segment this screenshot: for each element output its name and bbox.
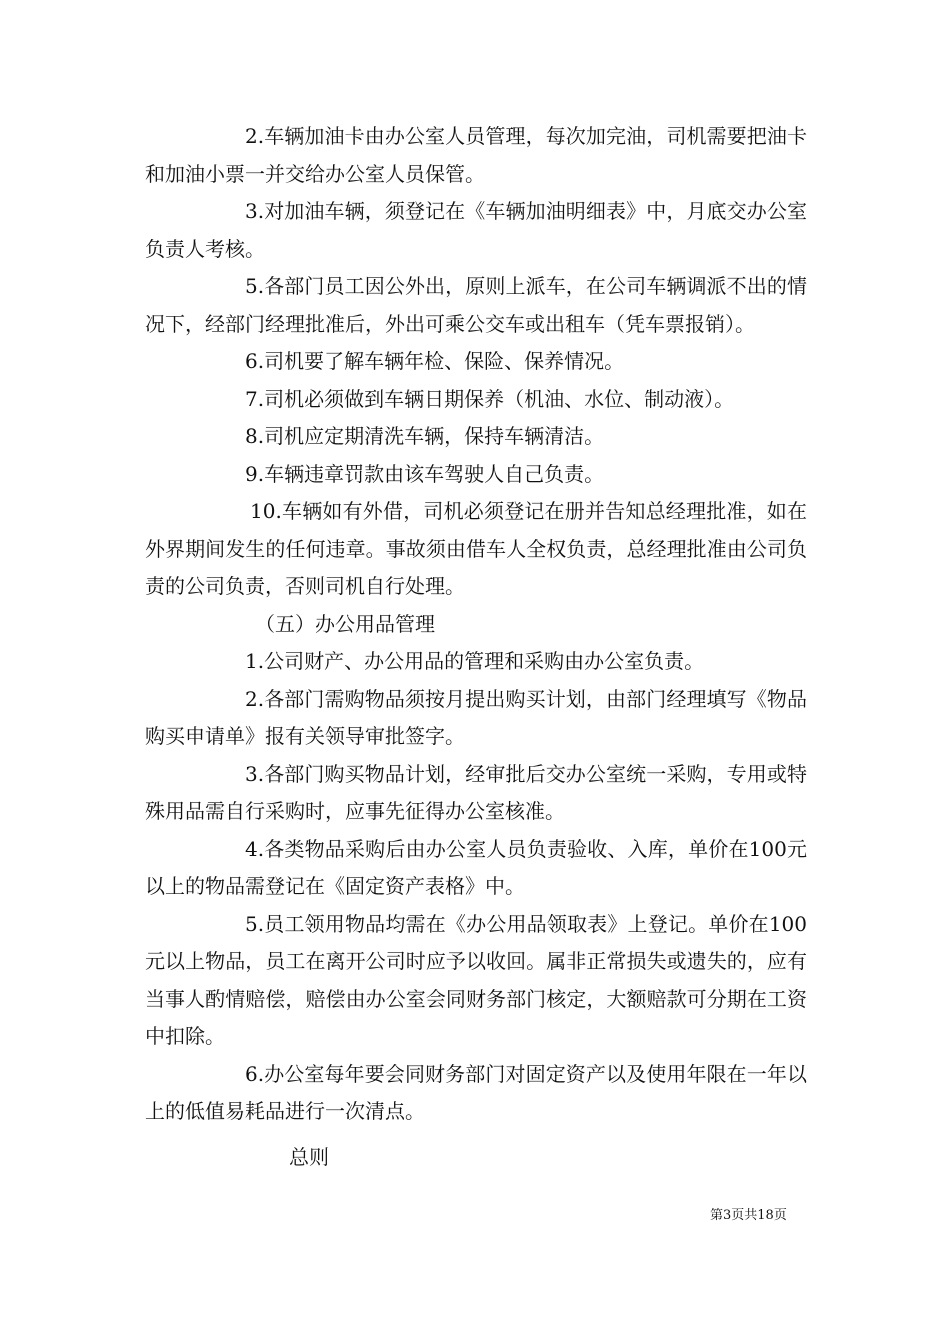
paragraph-cleaning: 8.司机应定期清洗车辆，保持车辆清洁。 (245, 424, 605, 448)
paragraph-unified-purchase: 3.各部门购买物品计划，经审批后交办公室统一采购，专用或特殊用品需自行采购时，应事先征得办公室核准。 (145, 761, 807, 823)
paragraph-annual-inspection: 6.司机要了解车辆年检、保险、保养情况。 (245, 349, 625, 373)
paragraph-supplies-register: 5.员工领用物品均需在《办公用品领取表》上登记。单价在100元以上物品，员工在离开公司时应予以收回。属非正常损失或遗失的，应有当事人酌情赔偿，赔偿由办公室会同财务部门核定，大额赔款可分期在工资中扣除。 (145, 911, 807, 1048)
paragraph-acceptance: 4.各类物品采购后由办公室人员负责验收、入库，单价在100元以上的物品需登记在《固定资产表格》中。 (145, 836, 807, 898)
paragraph-general-rules: 总则 (289, 1144, 329, 1169)
paragraph-purchase-plan: 2.各部门需购物品须按月提出购买计划，由部门经理填写《物品购买申请单》报有关领导审批签字。 (145, 686, 807, 748)
section-heading-office-supplies: （五）办公用品管理 (255, 611, 435, 636)
document-body (145, 118, 807, 1176)
paragraph-violation-fines: 9.车辆违章罚款由该车驾驶人自己负责。 (245, 461, 605, 486)
paragraph-business-trip: 5.各部门员工因公外出，原则上派车，在公司车辆调派不出的情况下，经部门经理批准后，外出可乘公交车或出租车（凭车票报销）。 (145, 274, 807, 336)
paragraph-supplies-responsibility: 1.公司财产、办公用品的管理和采购由办公室负责。 (245, 649, 705, 673)
page-number-footer: 第3页共18页 (710, 1208, 787, 1223)
paragraph-inventory-check: 6.办公室每年要会同财务部门对固定资产以及使用年限在一年以上的低值易耗品进行一次清点。 (145, 1061, 807, 1123)
paragraph-fuel-card: 2.车辆加油卡由办公室人员管理，每次加完油，司机需要把油卡和加油小票一并交给办公室人员保管。 (145, 124, 807, 186)
paragraph-fuel-record: 3.对加油车辆，须登记在《车辆加油明细表》中，月底交办公室负责人考核。 (145, 199, 807, 261)
paragraph-vehicle-lending: 10.车辆如有外借，司机必须登记在册并告知总经理批准，如在外界期间发生的任何违章。事故须由借车人全权负责，总经理批准由公司负责的公司负责，否则司机自行处理。 (145, 499, 807, 598)
paragraph-maintenance: 7.司机必须做到车辆日期保养（机油、水位、制动液）。 (245, 386, 735, 411)
